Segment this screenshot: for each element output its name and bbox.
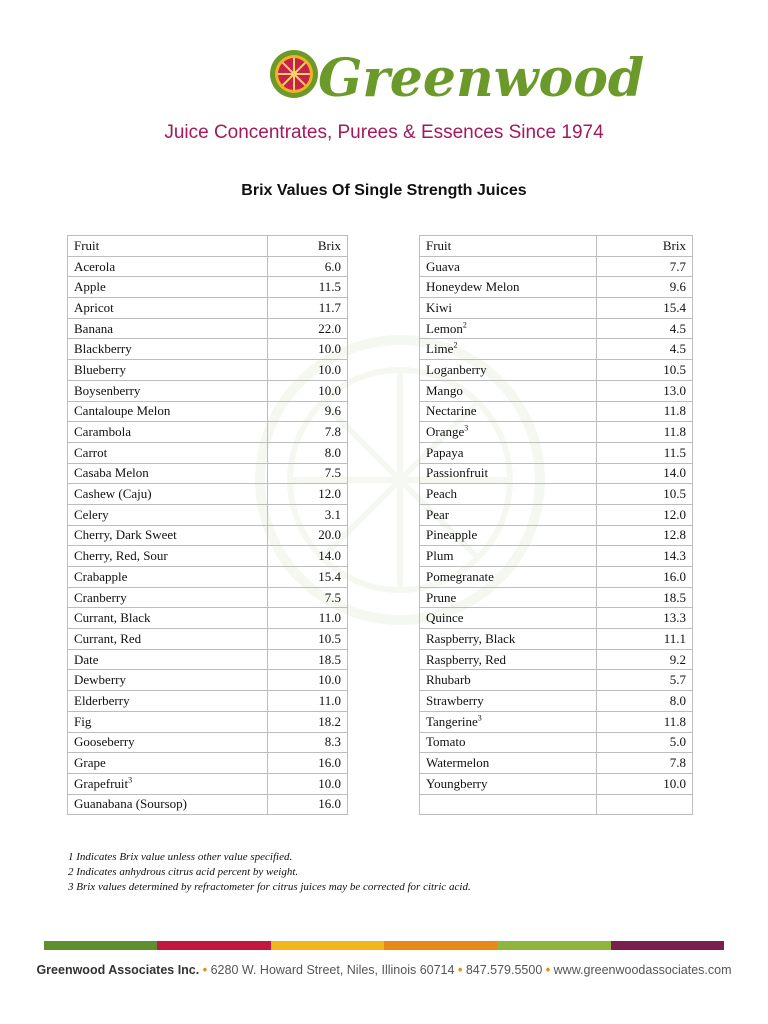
brix-value-cell: 9.6 <box>268 401 348 422</box>
brix-value-cell: 5.0 <box>597 732 693 753</box>
brix-value-cell: 13.0 <box>597 380 693 401</box>
table-row <box>68 256 693 277</box>
column-spacer <box>348 649 420 670</box>
footer-address: 6280 W. Howard Street, Niles, Illinois 60714 <box>210 963 455 977</box>
brix-value-cell: 18.2 <box>268 711 348 732</box>
fruit-name: Kiwi <box>426 299 452 315</box>
column-spacer <box>348 339 420 360</box>
table-row <box>68 753 693 774</box>
fruit-name-cell <box>68 753 268 774</box>
fruit-name: Lime <box>426 341 454 357</box>
table-row <box>68 463 693 484</box>
fruit-name: Nectarine <box>426 403 477 419</box>
fruit-name: Boysenberry <box>74 382 141 398</box>
table-row <box>68 525 693 546</box>
brix-value-cell: 12.0 <box>268 484 348 505</box>
column-spacer <box>348 608 420 629</box>
brix-value-cell: 4.5 <box>597 318 693 339</box>
fruit-name-cell <box>68 670 268 691</box>
footer-company: Greenwood Associates Inc. <box>36 963 200 977</box>
column-spacer <box>348 256 420 277</box>
fruit-name: Carambola <box>74 424 132 440</box>
fruit-name: Orange <box>426 424 465 440</box>
fruit-name-cell <box>420 360 597 381</box>
document-title: Brix Values Of Single Strength Juices <box>241 182 527 199</box>
fruit-name-cell <box>68 794 268 815</box>
fruit-name: Apple <box>74 279 106 295</box>
brix-value-cell: 14.3 <box>597 546 693 567</box>
brix-value-cell: 10.0 <box>268 339 348 360</box>
table-row <box>68 794 693 815</box>
column-spacer <box>348 504 420 525</box>
table-header-row <box>68 236 693 257</box>
table-row <box>68 277 693 298</box>
footer <box>0 963 768 977</box>
fruit-name: Strawberry <box>426 692 484 708</box>
fruit-name-cell <box>420 256 597 277</box>
fruit-name-cell <box>420 318 597 339</box>
fruit-name: Carrot <box>74 444 108 460</box>
brix-value-cell: 22.0 <box>268 318 348 339</box>
fruit-name-cell <box>68 298 268 319</box>
table-row <box>68 670 693 691</box>
brix-table <box>67 235 693 815</box>
brix-value-cell: 4.5 <box>597 339 693 360</box>
fruit-name: Crabapple <box>74 568 128 584</box>
brix-value-cell: 3.1 <box>268 504 348 525</box>
brix-value-cell: 11.1 <box>597 629 693 650</box>
header-fruit-right: Fruit <box>420 236 597 257</box>
column-spacer <box>348 484 420 505</box>
fruit-name-cell <box>420 753 597 774</box>
fruit-name-cell <box>68 546 268 567</box>
fruit-name: Grapefruit <box>74 775 129 791</box>
table-row <box>68 298 693 319</box>
citrus-slice-icon <box>268 48 320 100</box>
fruit-name-cell <box>68 711 268 732</box>
footer-phone: 847.579.5500 <box>465 963 543 977</box>
fruit-name-cell <box>68 629 268 650</box>
fruit-name-cell <box>420 546 597 567</box>
column-spacer <box>348 773 420 794</box>
header-brix-left: Brix <box>268 236 348 257</box>
table-row <box>68 339 693 360</box>
fruit-name-cell <box>68 380 268 401</box>
fruit-name: Banana <box>74 320 113 336</box>
fruit-name: Youngberry <box>426 775 488 791</box>
fruit-name-cell <box>420 525 597 546</box>
fruit-name-cell <box>68 567 268 588</box>
fruit-name-cell <box>68 649 268 670</box>
fruit-name: Raspberry, Black <box>426 630 516 646</box>
fruit-name-cell <box>420 422 597 443</box>
fruit-name: Gooseberry <box>74 734 135 750</box>
table-row <box>68 691 693 712</box>
column-spacer <box>348 567 420 588</box>
fruit-name: Currant, Black <box>74 610 151 626</box>
brand-header <box>0 40 768 150</box>
fruit-name-cell <box>68 442 268 463</box>
header-fruit-left: Fruit <box>68 236 268 257</box>
table-row <box>68 629 693 650</box>
table-row <box>68 442 693 463</box>
brix-value-cell: 12.0 <box>597 504 693 525</box>
fruit-name-cell <box>420 794 597 815</box>
column-spacer <box>348 422 420 443</box>
brix-value-cell: 11.0 <box>268 691 348 712</box>
fruit-name: Cashew (Caju) <box>74 486 152 502</box>
fruit-name: Prune <box>426 589 457 605</box>
fruit-name-cell <box>68 525 268 546</box>
fruit-name-cell <box>68 504 268 525</box>
brix-value-cell: 8.3 <box>268 732 348 753</box>
fruit-name: Mango <box>426 382 463 398</box>
fruit-name: Pomegranate <box>426 568 494 584</box>
fruit-name-cell <box>420 463 597 484</box>
brix-value-cell: 7.7 <box>597 256 693 277</box>
column-spacer <box>348 463 420 484</box>
fruit-name: Rhubarb <box>426 672 471 688</box>
fruit-name: Passionfruit <box>426 465 489 481</box>
fruit-name: Papaya <box>426 444 464 460</box>
table-row <box>68 567 693 588</box>
fruit-name-cell <box>420 773 597 794</box>
fruit-name: Apricot <box>74 299 114 315</box>
fruit-name-cell <box>68 732 268 753</box>
footer-separator: • <box>457 963 463 977</box>
brix-value-cell: 18.5 <box>597 587 693 608</box>
column-spacer <box>348 753 420 774</box>
fruit-name-cell <box>68 339 268 360</box>
brix-value-cell: 15.4 <box>597 298 693 319</box>
fruit-name: Elderberry <box>74 692 130 708</box>
fruit-name: Currant, Red <box>74 630 142 646</box>
column-spacer <box>348 401 420 422</box>
brix-value-cell: 16.0 <box>268 794 348 815</box>
column-spacer <box>348 732 420 753</box>
column-spacer <box>348 691 420 712</box>
brix-value-cell: 16.0 <box>597 567 693 588</box>
brix-value-cell: 7.8 <box>597 753 693 774</box>
fruit-name: Cherry, Dark Sweet <box>74 527 177 543</box>
brix-value-cell: 12.8 <box>597 525 693 546</box>
column-spacer <box>348 711 420 732</box>
fruit-name: Pineapple <box>426 527 478 543</box>
table-row <box>68 484 693 505</box>
column-spacer <box>348 360 420 381</box>
brix-value-cell: 10.5 <box>597 484 693 505</box>
fruit-name-cell <box>68 318 268 339</box>
brix-value-cell: 11.5 <box>268 277 348 298</box>
fruit-name: Blackberry <box>74 341 132 357</box>
table-row <box>68 504 693 525</box>
brix-value-cell: 20.0 <box>268 525 348 546</box>
stripe-segment <box>44 941 157 950</box>
fruit-name-cell <box>420 401 597 422</box>
fruit-name-cell <box>68 422 268 443</box>
footnote-marker: 3 <box>477 713 482 723</box>
table-row <box>68 711 693 732</box>
fruit-name: Cantaloupe Melon <box>74 403 171 419</box>
brix-value-cell: 11.0 <box>268 608 348 629</box>
fruit-name: Plum <box>426 548 454 564</box>
fruit-name: Dewberry <box>74 672 126 688</box>
fruit-name-cell <box>420 504 597 525</box>
fruit-name-cell <box>420 670 597 691</box>
brix-value-cell: 7.5 <box>268 587 348 608</box>
fruit-name: Blueberry <box>74 361 126 377</box>
footnotes <box>68 850 708 895</box>
brix-value-cell: 8.0 <box>597 691 693 712</box>
brix-value-cell: 10.0 <box>268 380 348 401</box>
brix-value-cell <box>597 794 693 815</box>
stripe-segment <box>271 941 384 950</box>
brix-value-cell: 10.0 <box>597 773 693 794</box>
fruit-name: Guanabana (Soursop) <box>74 796 187 812</box>
table-row <box>68 360 693 381</box>
brix-value-cell: 11.5 <box>597 442 693 463</box>
column-spacer <box>348 525 420 546</box>
fruit-name-cell <box>68 773 268 794</box>
brix-value-cell: 7.5 <box>268 463 348 484</box>
fruit-name: Casaba Melon <box>74 465 149 481</box>
fruit-name: Date <box>74 651 99 667</box>
brix-value-cell: 11.8 <box>597 401 693 422</box>
fruit-name-cell <box>68 608 268 629</box>
fruit-name-cell <box>68 256 268 277</box>
fruit-name-cell <box>68 587 268 608</box>
brix-value-cell: 11.8 <box>597 422 693 443</box>
brix-value-cell: 14.0 <box>268 546 348 567</box>
column-spacer <box>348 629 420 650</box>
brix-value-cell: 9.6 <box>597 277 693 298</box>
fruit-name: Raspberry, Red <box>426 651 507 667</box>
brix-value-cell: 10.5 <box>597 360 693 381</box>
stripe-segment <box>497 941 610 950</box>
fruit-name-cell <box>420 587 597 608</box>
footer-separator: • <box>202 963 208 977</box>
brix-value-cell: 7.8 <box>268 422 348 443</box>
footnote: 3 Brix values determined by refractometer for citrus juices may be corrected for citric acid. <box>68 881 471 893</box>
fruit-name-cell <box>68 691 268 712</box>
table-row <box>68 773 693 794</box>
fruit-name-cell <box>420 380 597 401</box>
stripe-segment <box>384 941 497 950</box>
fruit-name-cell <box>420 339 597 360</box>
brix-value-cell: 10.0 <box>268 360 348 381</box>
column-spacer <box>348 670 420 691</box>
brand-name: Greenwood <box>318 48 645 109</box>
column-spacer <box>348 236 420 257</box>
table-row <box>68 649 693 670</box>
table-row <box>68 380 693 401</box>
fruit-name-cell <box>420 608 597 629</box>
fruit-name-cell <box>68 401 268 422</box>
fruit-name: Fig <box>74 713 92 729</box>
fruit-name: Acerola <box>74 258 116 274</box>
fruit-name-cell <box>420 691 597 712</box>
table-row <box>68 608 693 629</box>
table-row <box>68 318 693 339</box>
fruit-name: Guava <box>426 258 460 274</box>
column-spacer <box>348 380 420 401</box>
fruit-name: Loganberry <box>426 361 487 377</box>
brand-wordmark <box>318 48 645 109</box>
brix-value-cell: 13.3 <box>597 608 693 629</box>
fruit-name-cell <box>68 484 268 505</box>
fruit-name: Cranberry <box>74 589 127 605</box>
brix-value-cell: 8.0 <box>268 442 348 463</box>
table-row <box>68 422 693 443</box>
fruit-name: Pear <box>426 506 450 522</box>
brix-value-cell: 5.7 <box>597 670 693 691</box>
fruit-name-cell <box>420 442 597 463</box>
fruit-name-cell <box>68 463 268 484</box>
footnote: 1 Indicates Brix value unless other value specified. <box>68 851 293 863</box>
fruit-name: Quince <box>426 610 464 626</box>
column-spacer <box>348 442 420 463</box>
column-spacer <box>348 277 420 298</box>
color-stripe <box>44 941 724 950</box>
fruit-name: Celery <box>74 506 109 522</box>
brix-value-cell: 16.0 <box>268 753 348 774</box>
fruit-name-cell <box>68 277 268 298</box>
brix-value-cell: 11.8 <box>597 711 693 732</box>
brix-value-cell: 9.2 <box>597 649 693 670</box>
fruit-name-cell <box>420 484 597 505</box>
fruit-name: Grape <box>74 755 106 771</box>
brix-value-cell: 14.0 <box>597 463 693 484</box>
fruit-name: Tangerine <box>426 713 478 729</box>
fruit-name: Tomato <box>426 734 466 750</box>
fruit-name-cell <box>420 567 597 588</box>
brix-value-cell: 15.4 <box>268 567 348 588</box>
column-spacer <box>348 298 420 319</box>
column-spacer <box>348 794 420 815</box>
footnote: 2 Indicates anhydrous citrus acid percent by weight. <box>68 866 299 878</box>
fruit-name: Peach <box>426 486 458 502</box>
fruit-name-cell <box>420 298 597 319</box>
brix-value-cell: 11.7 <box>268 298 348 319</box>
brand-tagline: Juice Concentrates, Purees & Essences Since 1974 <box>164 122 604 143</box>
fruit-name: Watermelon <box>426 755 490 771</box>
brix-value-cell: 18.5 <box>268 649 348 670</box>
footnote-marker: 3 <box>128 775 133 785</box>
brix-value-cell: 6.0 <box>268 256 348 277</box>
column-spacer <box>348 318 420 339</box>
column-spacer <box>348 546 420 567</box>
brix-value-cell: 10.0 <box>268 670 348 691</box>
header-brix-right: Brix <box>597 236 693 257</box>
footer-website-link[interactable]: www.greenwoodassociates.com <box>553 963 732 977</box>
fruit-name-cell <box>420 732 597 753</box>
stripe-segment <box>157 941 270 950</box>
fruit-name: Honeydew Melon <box>426 279 520 295</box>
footnote-marker: 2 <box>453 340 458 350</box>
brix-value-cell: 10.0 <box>268 773 348 794</box>
stripe-segment <box>611 941 724 950</box>
footnote-marker: 3 <box>464 423 469 433</box>
table-row <box>68 546 693 567</box>
fruit-name-cell <box>420 711 597 732</box>
fruit-name-cell <box>420 649 597 670</box>
footer-separator: • <box>545 963 551 977</box>
fruit-name-cell <box>68 360 268 381</box>
fruit-name: Cherry, Red, Sour <box>74 548 168 564</box>
table-row <box>68 732 693 753</box>
fruit-name-cell <box>420 629 597 650</box>
column-spacer <box>348 587 420 608</box>
brix-value-cell: 10.5 <box>268 629 348 650</box>
fruit-name-cell <box>420 277 597 298</box>
table-row <box>68 587 693 608</box>
footnote-marker: 2 <box>462 320 467 330</box>
table-row <box>68 401 693 422</box>
fruit-name: Lemon <box>426 320 463 336</box>
